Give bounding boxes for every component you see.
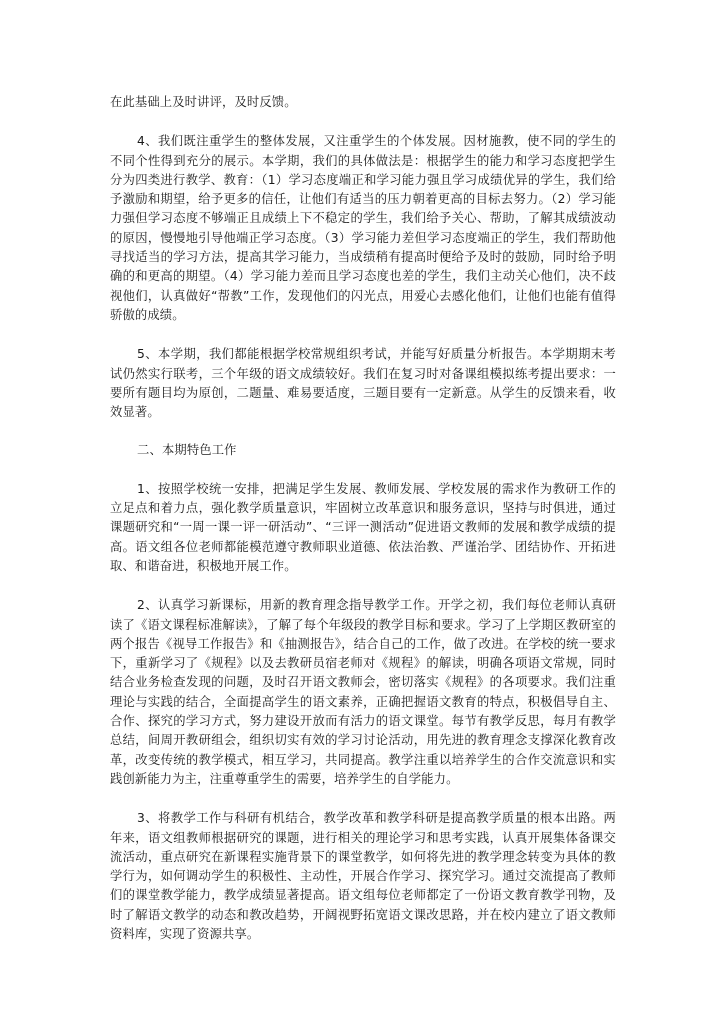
paragraph-3-teaching-research: 3、将教学工作与科研有机结合，教学改革和教学科研是提高教学质量的根本出路。两年来，语文组教师根据研究的课题，进行相关的理论学习和思考实践，认真开展集体备课交流活动，重点研究在新课程实施背景下的课堂教学，如何将先进的教学理念转变为具体的教学行为，如何调动学生的积极性、主动性，开展合作学习、探究学习。通过交流提高了教师们的课堂教学能力，教学成绩显著提高。语文组每位老师都定了一份语文教育教学刊物，及时了解语文教学的动态和教改趋势，开阔视野拓宽语文课改思路，并在校内建立了语文教师资料库，实现了资源共享。 xyxy=(110,811,616,941)
paragraph-1-school-arrangement: 1、按照学校统一安排，把满足学生发展、教师发展、学校发展的需求作为教研工作的立足点和着力点，强化教学质量意识，牢固树立改革意识和服务意识，坚持与时俱进，通过课题研究和“一周一课一评一研活动”、“三评一测活动”促进语文教师的发展和教学成绩的提高。语文组各位老师都能模范遵守教师职业道德、依法治教、严谨治学、团结协作、开拓进取、和谐奋进，积极地开展工作。 xyxy=(110,481,616,573)
paragraph-4-individual-development: 4、我们既注重学生的整体发展，又注重学生的个体发展。因材施教，使不同的学生的不同个性得到充分的展示。本学期，我们的具体做法是：根据学生的能力和学习态度把学生分为四类进行教学、教育：（1）学习态度端正和学习能力强且学习成绩优异的学生，我们给予激励和期望，给予更多的信任，让他们有适当的压力朝着更高的目标去努力。（2）学习能力强但学习态度不够端正且成绩上下不稳定的学生，我们给予关心、帮助，了解其成绩波动的原因，慢慢地引导他端正学习态度。（3）学习能力差但学习态度端正的学生，我们帮助他寻找适当的学习方法，提高其学习能力，当成绩稍有提高时便给予及时的鼓励，同时给予明确的和更高的期望。（4）学习能力差而且学习态度也差的学生，我们主动关心他们，决不歧视他们，认真做好“帮教”工作，发现他们的闪光点，用爱心去感化他们，让他们也能有值得骄傲的成绩。 xyxy=(110,134,616,322)
paragraph-5-exams: 5、本学期，我们都能根据学校常规组织考试，并能写好质量分析报告。本学期期末考试仍然实行联考，三个年级的语文成绩较好。我们在复习时对备课组模拟练考提出要求：一要所有题目均为原创，二题量、难易要适度，三题目要有一定新意。从学生的反馈来看，收效显著。 xyxy=(110,347,616,420)
paragraph-2-new-curriculum: 2、认真学习新课标，用新的教育理念指导教学工作。开学之初，我们每位老师认真研读了《语文课程标准解读》，了解了每个年级段的教学目标和要求。学习了上学期区教研室的两个报告《视导工作报告》和《抽测报告》，结合自己的工作，做了改进。在学校的统一要求下，重新学习了《规程》以及去教研员宿老师对《规程》的解读，明确各项语文常规，同时结合业务检查发现的问题，及时召开语文教师会，密切落实《规程》的各项要求。我们注重理论与实践的结合，全面提高学生的语文素养，正确把握语文教育的特点，积极倡导自主、合作、探究的学习方式，努力建设开放而有活力的语文课堂。每节有教学反思，每月有教学总结，间周开教研组会，组织切实有效的学习讨论活动，用先进的教育理念支撑深化教育改革，改变传统的教学模式，相互学习，共同提高。教学注重以培养学生的合作交流意识和实践创新能力为主，注重尊重学生的需要，培养学生的自学能力。 xyxy=(110,598,616,786)
paragraph-continuation: 在此基础上及时讲评，及时反馈。 xyxy=(110,95,297,109)
section-heading-special-work: 二、本期特色工作 xyxy=(137,443,237,458)
